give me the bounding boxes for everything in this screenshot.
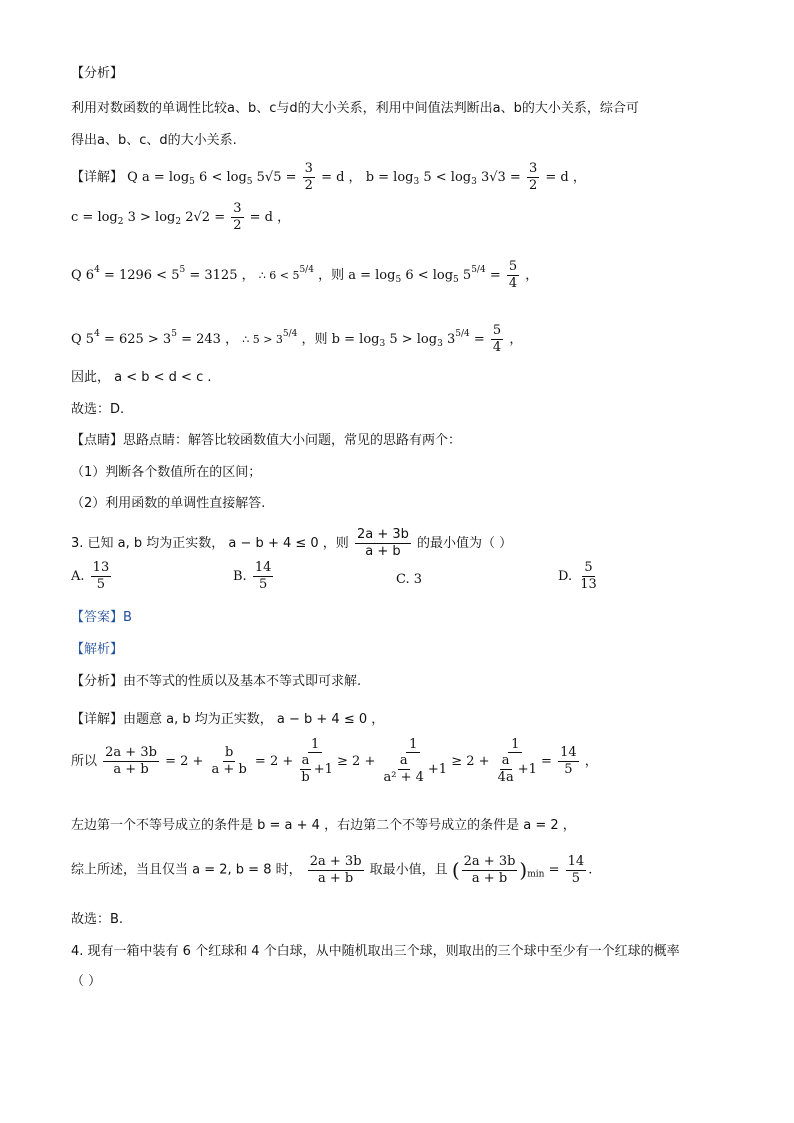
comment-heading: 【点睛】思路点睛：解答比较函数值大小问题，常见的思路有两个：: [71, 433, 462, 448]
summary-line: 综上所述，当且仅当 a = 2, b = 8 时， $\frac{2a + 3b}{a + b}$ 取最小值，且 ( $\frac{2a + 3b}{a + b}$ )$_{min}$ = $\frac{14}{5}$ .: [71, 853, 593, 886]
inequality-chain: 所以 $\frac{2a + 3b}{a + b}$ = 2 + $\frac{b}{a + b}$ = 2 + 1 $\frac{a}{b}$ +1 ≥ 2 + 1 $\frac{a}{\text{a² + 4}}$ +1 ≥ 2 + 1 $\frac{a}{4a}$ +1 = $\frac{14}{5}$ ，: [71, 737, 598, 785]
analysis-text-2: 得出a、b、c、d的大小关系.: [71, 133, 237, 148]
detail-line-1: 【详解】 Q $a = \log_5 6 < \log_5 5√5$ = $\frac{3}{2}$ = d ， $b = \log_3 5 < \log_3 3√3$ = $\frac{3}{2}$ = d ，: [71, 161, 586, 193]
option-a[interactable]: A. $\frac{13}{5}$: [71, 560, 110, 592]
question-4-line-1: 4. 现有一箱中装有 6 个红球和 4 个白球，从中随机取出三个球，则取出的三个球中至少有一个红球的概率: [71, 944, 680, 959]
detail-2: 【详解】由题意 a, b 均为正实数， a − b + 4 ≤ 0 ，: [71, 712, 385, 727]
choose-d: 故选：D.: [71, 402, 125, 417]
option-b[interactable]: B. $\frac{14}{5}$: [233, 560, 272, 592]
jiexi-label: 【解析】: [71, 642, 124, 657]
detail-line-3: Q $6^4 = 1296 < 5^5 = 3125$ ， ∴ $6 < 5^{5/4}$ ，则 $a = \log_5 6 < \log_5 5^{5/4}$ = $\frac{5}{4}$ ，: [71, 259, 539, 291]
fraction-3-2: $\frac{3}{2}$: [528, 161, 538, 193]
fraction-3-2: $\frac{3}{2}$: [304, 161, 313, 193]
detail-label: 【详解】: [71, 170, 124, 185]
option-c[interactable]: C. 3: [396, 572, 423, 587]
analysis-heading: 【分析】: [71, 66, 124, 81]
condition-line: 左边第一个不等号成立的条件是 b = a + 4 ，右边第二个不等号成立的条件是 a = 2 ，: [71, 818, 576, 833]
option-d[interactable]: D. $\frac{5}{13}$: [558, 560, 597, 592]
detail-line-4: Q $5^4 = 625 > 3^5 = 243$ ， ∴ $5 > 3^{5/4}$ ，则 $b = \log_3 5 > \log_3 3^{5/4}$ = $\frac{5}{4}$ ，: [71, 323, 523, 355]
choose-b: 故选：B.: [71, 912, 124, 927]
fraction-5-4: $\frac{5}{4}$: [508, 259, 518, 291]
comment-item-2: （2）利用函数的单调性直接解答.: [71, 496, 266, 511]
answer-label: 【答案】B: [71, 610, 132, 625]
therefore-line: 因此， a < b < d < c .: [71, 370, 212, 385]
question-4-line-2: （ ）: [71, 974, 102, 989]
comment-item-1: （1）判断各个数值所在的区间；: [71, 465, 262, 480]
analysis-text-1: 利用对数函数的单调性比较a、b、c与d的大小关系，利用中间值法判断出a、b的大小关系，综合可: [71, 101, 639, 116]
fraction-question: $\frac{2a + 3b}{a + b}$: [356, 527, 409, 559]
question-3: 3. 已知 a, b 均为正实数， a − b + 4 ≤ 0 ，则 $\frac{2a + 3b}{a + b}$ 的最小值为（ ）: [71, 527, 513, 559]
detail-line-2: $c = \log_2 3 > \log_2 2√2$ = $\frac{3}{2}$ = d ，: [71, 201, 291, 233]
analysis-2: 【分析】由不等式的性质以及基本不等式即可求解.: [71, 674, 362, 689]
